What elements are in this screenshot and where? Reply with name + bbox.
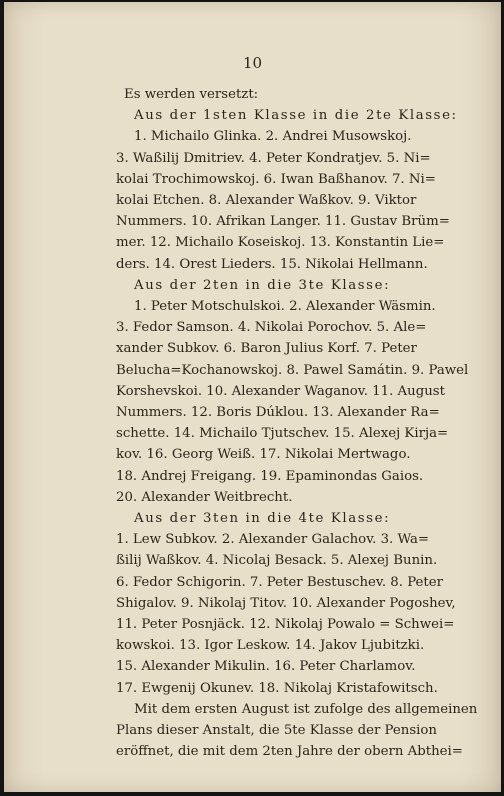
text-line: Mit dem ersten August ist zufolge des allgemeinen <box>134 701 478 717</box>
text-line: 18. Andrej Freigang. 19. Epaminondas Gaios. <box>116 468 424 484</box>
text-line: Nummers. 12. Boris Dúklou. 13. Alexander Ra= <box>116 405 440 421</box>
text-line: ders. 14. Orest Lieders. 15. Nikolai Hellmann. <box>116 256 428 272</box>
text-line: xander Subkov. 6. Baron Julius Korf. 7. Peter <box>116 341 417 357</box>
text-line: kolai Trochimowskoj. 6. Iwan Baßhanov. 7. Ni= <box>116 171 436 187</box>
text-line: 3. Fedor Samson. 4. Nikolai Porochov. 5. Ale= <box>116 320 427 336</box>
text-line: 11. Peter Posnjäck. 12. Nikolaj Powalo = Schwei= <box>116 617 455 633</box>
text-line: 15. Alexander Mikulin. 16. Peter Charlamov. <box>116 659 416 675</box>
text-line: 20. Alexander Weitbrecht. <box>116 489 293 505</box>
text-line: ßilij Waßkov. 4. Nicolaj Besack. 5. Alexej Bunin. <box>116 553 438 569</box>
text-line: 1. Lew Subkov. 2. Alexander Galachov. 3. Wa= <box>116 532 430 548</box>
text-line: Shigalov. 9. Nikolaj Titov. 10. Alexander Pogoshev, <box>116 595 456 611</box>
page-number: 10 <box>242 54 263 72</box>
section-heading: Aus der 2ten in die 3te Klasse: <box>134 277 391 293</box>
text-line: kolai Etchen. 8. Alexander Waßkov. 9. Viktor <box>116 193 417 209</box>
body-text <box>116 84 496 763</box>
section-heading: Aus der 1sten Klasse in die 2te Klasse: <box>134 108 458 124</box>
text-line: eröffnet, die mit dem 2ten Jahre der obern Abthei= <box>116 744 463 760</box>
text-line: 17. Ewgenij Okunev. 18. Nikolaj Kristafowitsch. <box>116 680 438 696</box>
text-line: 1. Michailo Glinka. 2. Andrei Musowskoj. <box>134 129 412 145</box>
section-intro: Es werden versetzt: <box>124 87 259 102</box>
text-line: Korshevskoi. 10. Alexander Waganov. 11. August <box>116 383 445 399</box>
section-heading: Aus der 3ten in die 4te Klasse: <box>134 511 391 527</box>
text-line: Belucha=Kochanowskoj. 8. Pawel Samátin. 9. Pawel <box>116 362 469 378</box>
text-line: 6. Fedor Schigorin. 7. Peter Bestuschev. 8. Peter <box>116 574 443 590</box>
text-line: Plans dieser Anstalt, die 5te Klasse der Pension <box>116 723 437 739</box>
text-line: kowskoi. 13. Igor Leskow. 14. Jakov Ljubitzki. <box>116 638 425 654</box>
text-line: Nummers. 10. Afrikan Langer. 11. Gustav Brüm= <box>116 214 450 230</box>
text-line: 1. Peter Motschulskoi. 2. Alexander Wäsmin. <box>134 299 436 315</box>
text-line: kov. 16. Georg Weiß. 17. Nikolai Mertwago. <box>116 447 411 463</box>
text-line: mer. 12. Michailo Koseiskoj. 13. Konstantin Lie= <box>116 235 445 251</box>
text-line: 3. Waßilij Dmitriev. 4. Peter Kondratjev. 5. Ni= <box>116 150 431 166</box>
text-line: schette. 14. Michailo Tjutschev. 15. Alexej Kirja= <box>116 426 449 442</box>
book-page <box>4 2 501 792</box>
